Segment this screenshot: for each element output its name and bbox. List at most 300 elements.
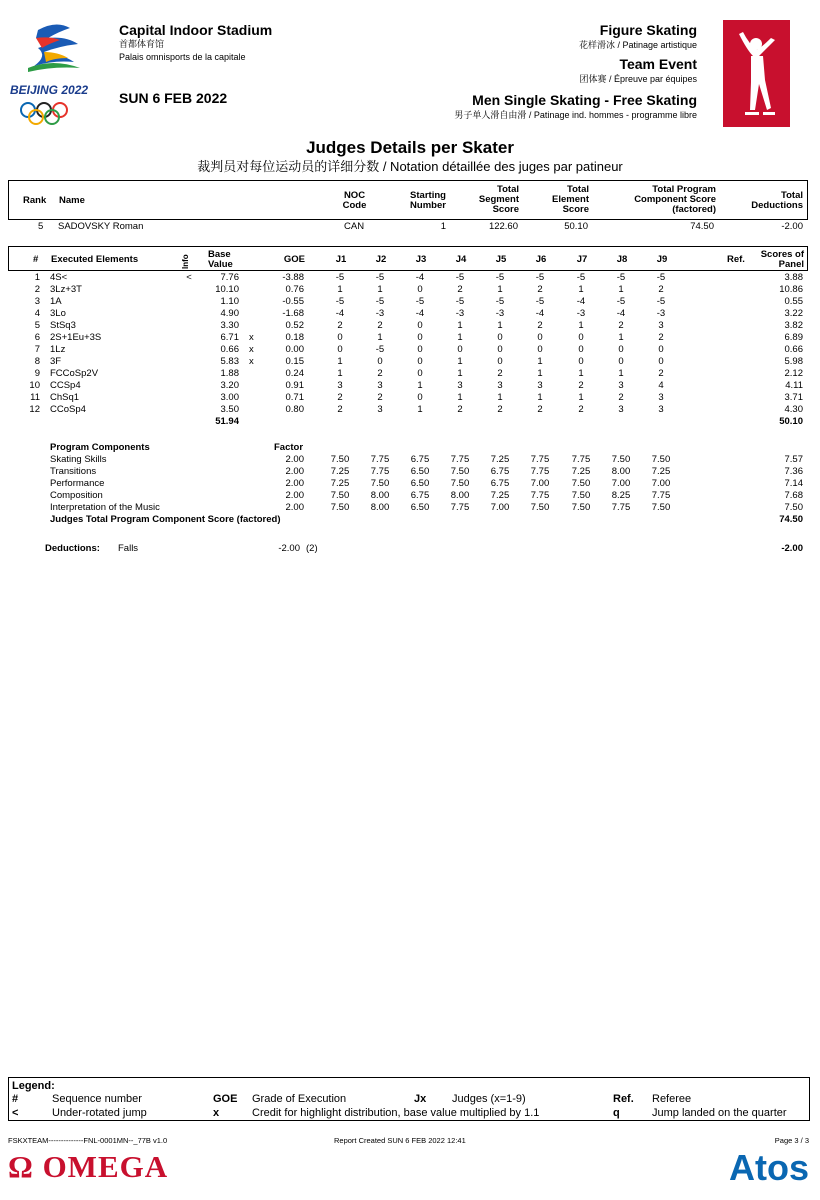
element-panel-score: 4.11 — [785, 380, 803, 391]
col-judge-4: J4 — [455, 254, 467, 265]
element-judge-3: 1 — [417, 380, 423, 391]
venue-name-zh: 首都体育馆 — [119, 39, 165, 49]
element-panel-score: 0.66 — [784, 344, 803, 355]
element-judge-9: 4 — [658, 380, 664, 391]
element-judge-6: -5 — [535, 272, 545, 283]
pc-judge-1: 7.25 — [330, 478, 350, 489]
pc-judge-3: 6.75 — [410, 454, 430, 465]
element-judge-5: 0 — [497, 344, 503, 355]
pc-judge-2: 7.50 — [370, 478, 390, 489]
element-judge-2: 3 — [377, 380, 383, 391]
pc-panel-score: 7.68 — [784, 490, 803, 501]
pc-name: Skating Skills — [50, 454, 107, 465]
table-row — [8, 284, 808, 296]
element-judge-5: -5 — [495, 272, 505, 283]
report-header — [0, 0, 820, 135]
element-judge-5: 0 — [497, 356, 503, 367]
element-judge-7: 1 — [578, 392, 584, 403]
pc-judge-3: 6.50 — [410, 466, 430, 477]
element-judge-4: 1 — [457, 368, 463, 379]
pc-judge-5: 7.25 — [490, 454, 510, 465]
element-panel-score: 3.82 — [784, 320, 803, 331]
element-number: 1 — [34, 272, 40, 283]
legend-key-bonus: x — [213, 1107, 220, 1119]
element-judge-8: 2 — [618, 392, 624, 403]
deduction-value: -2.00 — [278, 543, 300, 554]
element-code: StSq3 — [50, 320, 76, 331]
col-noc: NOC Code — [342, 190, 367, 211]
pc-judge-2: 7.75 — [370, 466, 390, 477]
element-goe: 0.91 — [285, 380, 304, 391]
element-judge-6: 0 — [537, 344, 543, 355]
element-code: CCoSp4 — [50, 404, 86, 415]
col-total-element-score: Total Element Score — [552, 184, 589, 215]
element-judge-5: -5 — [495, 296, 505, 307]
skater-summary-header — [8, 180, 808, 220]
element-judge-2: -5 — [375, 272, 385, 283]
table-row — [8, 296, 808, 308]
pc-judge-3: 6.50 — [410, 478, 430, 489]
element-goe: -1.68 — [282, 308, 304, 319]
element-judge-4: 1 — [457, 392, 463, 403]
element-judge-1: -5 — [335, 296, 345, 307]
element-judge-9: 2 — [658, 368, 664, 379]
pc-judge-5: 7.25 — [490, 490, 510, 501]
element-code: 3F — [50, 356, 62, 367]
element-judge-2: -5 — [375, 296, 385, 307]
element-judge-2: 0 — [377, 356, 383, 367]
element-bonus-marker: x — [249, 344, 254, 355]
element-code: 1A — [50, 296, 62, 307]
skater-summary-row — [8, 221, 808, 233]
element-base-value: 5.83 — [220, 356, 239, 367]
skater-total-deductions: -2.00 — [781, 221, 803, 232]
elements-total-row — [8, 416, 808, 428]
element-judge-8: 3 — [618, 404, 624, 415]
pc-judge-9: 7.25 — [651, 466, 671, 477]
element-judge-3: -4 — [415, 272, 425, 283]
element-judge-1: -4 — [335, 308, 345, 319]
program-components-rows — [8, 454, 808, 514]
element-judge-4: 0 — [457, 344, 463, 355]
venue-name: Capital Indoor Stadium — [119, 22, 273, 38]
element-judge-9: 3 — [658, 392, 664, 403]
element-judge-2: 2 — [377, 368, 383, 379]
pc-judge-6: 7.00 — [530, 478, 550, 489]
legend-box — [8, 1077, 810, 1121]
pc-panel-score: 7.57 — [784, 454, 803, 465]
logo-wordmark: BEIJING 2022 — [10, 83, 89, 97]
document-title: Judges Details per Skater — [306, 138, 514, 157]
col-scores-of-panel: Scores of Panel — [760, 249, 804, 270]
deductions-label: Deductions: — [45, 543, 100, 554]
element-info: < — [186, 272, 192, 283]
omega-logo: Ω OMEGA — [8, 1149, 169, 1184]
element-number: 12 — [29, 404, 40, 415]
pc-factor-label: Factor — [274, 442, 304, 453]
element-judge-6: 2 — [537, 284, 543, 295]
elements-table-body — [8, 272, 808, 416]
skater-rank: 5 — [38, 221, 44, 232]
element-judge-2: 3 — [377, 404, 383, 415]
report-created: Report Created SUN 6 FEB 2022 12:41 — [334, 1136, 466, 1145]
deductions-row — [8, 543, 808, 555]
table-row — [8, 332, 808, 344]
element-judge-7: 1 — [578, 320, 584, 331]
pc-judge-4: 7.75 — [450, 502, 470, 513]
table-row — [8, 368, 808, 380]
pc-judge-1: 7.50 — [330, 454, 350, 465]
element-judge-9: 0 — [658, 356, 664, 367]
col-judge-7: J7 — [576, 254, 588, 265]
total-base-value: 51.94 — [215, 416, 239, 427]
element-judge-2: 2 — [377, 392, 383, 403]
legend-val-bonus: Credit for highlight distribution, base value multiplied by 1.1 — [252, 1107, 540, 1119]
pc-row — [8, 454, 808, 466]
pc-judge-3: 6.50 — [410, 502, 430, 513]
legend-val-number: Sequence number — [52, 1093, 142, 1105]
element-judge-6: 1 — [537, 392, 543, 403]
element-judge-4: 1 — [457, 320, 463, 331]
pc-judge-8: 8.00 — [611, 466, 631, 477]
program-components-header — [8, 442, 808, 454]
deduction-count: (2) — [306, 543, 318, 554]
element-base-value: 3.50 — [220, 404, 239, 415]
element-judge-8: 1 — [618, 284, 624, 295]
element-goe: 0.00 — [285, 344, 304, 355]
element-judge-1: 2 — [337, 404, 343, 415]
col-total-segment-score: Total Segment Score — [478, 184, 519, 215]
element-judge-7: 2 — [578, 404, 584, 415]
pc-name: Composition — [50, 490, 103, 501]
element-code: 3Lz+3T — [50, 284, 82, 295]
element-judge-7: 2 — [578, 380, 584, 391]
pc-panel-score: 7.36 — [784, 466, 803, 477]
skater-total-pcs: 74.50 — [690, 221, 714, 232]
page-number: Page 3 / 3 — [774, 1136, 809, 1145]
element-judge-3: -4 — [415, 308, 425, 319]
element-judge-4: 2 — [457, 284, 463, 295]
table-row — [8, 344, 808, 356]
element-base-value: 1.88 — [220, 368, 239, 379]
pc-row — [8, 490, 808, 502]
element-judge-6: 0 — [537, 332, 543, 343]
col-base-value: Base Value — [208, 249, 233, 270]
element-judge-3: 0 — [417, 368, 423, 379]
element-code: CCSp4 — [50, 380, 81, 391]
element-judge-4: 2 — [457, 404, 463, 415]
pc-judge-9: 7.00 — [651, 478, 671, 489]
element-judge-3: 1 — [417, 404, 423, 415]
table-row — [8, 320, 808, 332]
pc-judge-9: 7.50 — [651, 502, 671, 513]
element-panel-score: 0.55 — [784, 296, 803, 307]
element-base-value: 6.71 — [220, 332, 239, 343]
pc-judge-8: 8.25 — [611, 490, 631, 501]
pc-panel-score: 7.50 — [784, 502, 803, 513]
element-base-value: 10.10 — [215, 284, 239, 295]
pc-judge-5: 7.00 — [490, 502, 510, 513]
element-judge-8: 0 — [618, 344, 624, 355]
col-referee: Ref. — [727, 254, 745, 265]
element-number: 9 — [34, 368, 40, 379]
col-name: Name — [59, 195, 85, 206]
element-judge-3: 0 — [417, 344, 423, 355]
page-footer — [0, 1136, 820, 1200]
pc-judge-7: 7.50 — [571, 502, 591, 513]
element-judge-6: -5 — [535, 296, 545, 307]
table-row — [8, 404, 808, 416]
element-judge-1: 3 — [337, 380, 343, 391]
element-panel-score: 4.30 — [784, 404, 803, 415]
pc-judge-2: 8.00 — [370, 502, 390, 513]
sport-subtitle: 花样滑冰 / Patinage artistique — [578, 40, 697, 50]
table-row — [8, 308, 808, 320]
atos-logo: Atos — [729, 1147, 809, 1188]
pc-judge-7: 7.75 — [571, 454, 591, 465]
element-judge-4: -3 — [455, 308, 465, 319]
element-base-value: 4.90 — [220, 308, 239, 319]
table-row — [8, 380, 808, 392]
pc-judge-4: 7.50 — [450, 478, 470, 489]
event-subtitle: 团体赛 / Épreuve par équipes — [579, 74, 697, 84]
element-judge-9: 3 — [658, 404, 664, 415]
element-panel-score: 3.88 — [784, 272, 803, 283]
element-judge-8: 1 — [618, 368, 624, 379]
pc-judge-2: 8.00 — [370, 490, 390, 501]
legend-val-judges: Judges (x=1-9) — [452, 1093, 526, 1105]
element-number: 8 — [34, 356, 40, 367]
element-judge-4: 1 — [457, 356, 463, 367]
col-info: Info — [181, 254, 190, 269]
element-number: 4 — [34, 308, 40, 319]
element-number: 5 — [34, 320, 40, 331]
pc-factor: 2.00 — [285, 502, 304, 513]
element-base-value: 3.20 — [220, 380, 239, 391]
element-judge-3: 0 — [417, 320, 423, 331]
element-judge-1: 0 — [337, 344, 343, 355]
document-code: FSKXTEAM--------------FNL-0001MN--_77B v1.0 — [8, 1136, 168, 1145]
element-number: 3 — [34, 296, 40, 307]
element-judge-6: 1 — [537, 356, 543, 367]
venue-block — [119, 22, 272, 64]
element-judge-1: 2 — [337, 392, 343, 403]
element-judge-7: 0 — [578, 332, 584, 343]
pc-total-row — [8, 514, 808, 526]
element-judge-3: 0 — [417, 332, 423, 343]
element-judge-7: -5 — [576, 272, 586, 283]
col-rank: Rank — [23, 195, 47, 206]
element-number: 11 — [30, 392, 40, 403]
pc-factor: 2.00 — [285, 454, 304, 465]
element-code: FCCoSp2V — [50, 368, 99, 379]
element-judge-7: 0 — [578, 344, 584, 355]
element-judge-7: 1 — [578, 368, 584, 379]
element-judge-3: 0 — [417, 392, 423, 403]
element-goe: -3.88 — [282, 272, 304, 283]
element-judge-8: 1 — [618, 332, 624, 343]
pc-judge-2: 7.75 — [370, 454, 390, 465]
pc-name: Performance — [50, 478, 105, 489]
element-judge-7: -4 — [576, 296, 586, 307]
skater-noc: CAN — [344, 221, 365, 232]
element-judge-8: -5 — [616, 272, 626, 283]
element-goe: -0.55 — [282, 296, 304, 307]
skater-name: SADOVSKY Roman — [58, 221, 144, 232]
element-judge-5: 1 — [497, 392, 503, 403]
element-judge-9: 0 — [658, 344, 664, 355]
element-judge-3: -5 — [415, 296, 425, 307]
element-judge-9: 2 — [658, 332, 664, 343]
element-judge-1: 1 — [337, 284, 343, 295]
element-number: 2 — [34, 284, 40, 295]
pc-row — [8, 478, 808, 490]
col-judge-6: J6 — [535, 254, 547, 265]
element-judge-1: 1 — [337, 368, 343, 379]
col-starting-number: Starting Number — [410, 190, 446, 211]
element-base-value: 0.66 — [220, 344, 239, 355]
pc-judge-8: 7.00 — [611, 478, 631, 489]
element-base-value: 7.76 — [220, 272, 239, 283]
pc-judge-6: 7.75 — [530, 466, 550, 477]
pc-judge-7: 7.50 — [571, 478, 591, 489]
pc-judge-8: 7.50 — [611, 454, 631, 465]
pc-factor: 2.00 — [285, 466, 304, 477]
element-judge-6: -4 — [535, 308, 545, 319]
element-judge-5: 2 — [497, 404, 503, 415]
event-info — [454, 22, 697, 122]
element-judge-4: -5 — [455, 272, 465, 283]
element-judge-9: 3 — [658, 320, 664, 331]
deduction-total: -2.00 — [781, 543, 803, 554]
element-judge-5: 3 — [497, 380, 503, 391]
element-judge-6: 2 — [537, 404, 543, 415]
element-judge-7: -3 — [576, 308, 586, 319]
element-judge-2: -5 — [375, 344, 385, 355]
legend-key-number: # — [12, 1093, 19, 1105]
element-judge-9: 2 — [658, 284, 664, 295]
sport-name: Figure Skating — [599, 22, 697, 38]
pc-factor: 2.00 — [285, 490, 304, 501]
element-judge-2: 2 — [377, 320, 383, 331]
venue-name-fr: Palais omnisports de la capitale — [119, 52, 246, 62]
element-code: 4S< — [50, 272, 68, 283]
element-judge-1: -5 — [335, 272, 345, 283]
table-row — [8, 272, 808, 284]
element-goe: 0.18 — [285, 332, 304, 343]
pc-judge-6: 7.75 — [530, 490, 550, 501]
element-judge-5: 1 — [497, 320, 503, 331]
pc-panel-score: 7.14 — [784, 478, 803, 489]
element-judge-8: -4 — [616, 308, 626, 319]
title-block — [0, 138, 820, 175]
pc-name: Transitions — [50, 466, 97, 477]
col-total-deductions: Total Deductions — [751, 190, 803, 211]
program-components-table — [8, 442, 808, 526]
element-judge-6: 1 — [537, 368, 543, 379]
element-panel-score: 3.22 — [784, 308, 803, 319]
element-panel-score: 10.86 — [779, 284, 803, 295]
element-judge-8: 2 — [618, 320, 624, 331]
element-judge-8: 0 — [618, 356, 624, 367]
legend-key-referee: Ref. — [613, 1093, 634, 1105]
col-goe: GOE — [283, 254, 305, 265]
pc-judge-3: 6.75 — [410, 490, 430, 501]
element-judge-1: 0 — [337, 332, 343, 343]
element-base-value: 3.00 — [220, 392, 239, 403]
element-bonus-marker: x — [249, 332, 254, 343]
event-name: Team Event — [619, 56, 697, 72]
col-judge-8: J8 — [616, 254, 628, 265]
legend-key-quarter: q — [613, 1107, 620, 1119]
element-goe: 0.52 — [285, 320, 304, 331]
table-row — [8, 356, 808, 368]
element-judge-7: 1 — [578, 284, 584, 295]
element-judge-7: 0 — [578, 356, 584, 367]
beijing-2022-emblem — [8, 18, 103, 128]
segment-name: Men Single Skating - Free Skating — [472, 92, 697, 108]
col-number: # — [33, 254, 39, 265]
element-base-value: 3.30 — [220, 320, 239, 331]
element-bonus-marker: x — [249, 356, 254, 367]
document-subtitle: 裁判员对每位运动员的详细分数 / Notation détaillée des juges par patineur — [197, 159, 623, 174]
legend-val-quarter: Jump landed on the quarter — [652, 1107, 787, 1119]
element-judge-1: 2 — [337, 320, 343, 331]
element-code: 1Lz — [50, 344, 66, 355]
col-judge-2: J2 — [375, 254, 387, 265]
legend-key-under-rotated: < — [12, 1107, 19, 1119]
element-judge-5: -3 — [495, 308, 505, 319]
element-judge-5: 2 — [497, 368, 503, 379]
element-goe: 0.80 — [285, 404, 304, 415]
pc-factor: 2.00 — [285, 478, 304, 489]
element-judge-4: 1 — [457, 332, 463, 343]
pc-judge-4: 8.00 — [450, 490, 470, 501]
col-judge-5: J5 — [495, 254, 507, 265]
pc-judge-5: 6.75 — [490, 478, 510, 489]
pc-header-label: Program Components — [50, 442, 150, 453]
segment-subtitle: 男子单人滑自由滑 / Patinage ind. hommes - programme libre — [454, 110, 697, 120]
pc-total-value: 74.50 — [779, 514, 803, 525]
element-judge-4: 3 — [457, 380, 463, 391]
element-judge-8: -5 — [616, 296, 626, 307]
pc-judge-4: 7.50 — [450, 466, 470, 477]
col-judge-3: J3 — [415, 254, 427, 265]
element-judge-2: 1 — [377, 284, 383, 295]
legend-key-judges: Jx — [414, 1093, 427, 1105]
element-number: 10 — [29, 380, 40, 391]
event-date: SUN 6 FEB 2022 — [119, 90, 228, 106]
pc-row — [8, 466, 808, 478]
element-judge-8: 3 — [618, 380, 624, 391]
element-code: 2S+1Eu+3S — [50, 332, 102, 343]
element-goe: 0.71 — [285, 392, 304, 403]
pc-judge-9: 7.50 — [651, 454, 671, 465]
pc-judge-1: 7.25 — [330, 466, 350, 477]
element-judge-5: 1 — [497, 284, 503, 295]
element-judge-3: 0 — [417, 284, 423, 295]
element-judge-9: -5 — [656, 272, 666, 283]
legend-key-goe: GOE — [213, 1093, 238, 1105]
pc-judge-7: 7.25 — [571, 466, 591, 477]
element-judge-6: 2 — [537, 320, 543, 331]
element-judge-1: 1 — [337, 356, 343, 367]
element-judge-9: -3 — [656, 308, 666, 319]
pc-total-label: Judges Total Program Component Score (factored) — [50, 514, 281, 525]
pc-judge-1: 7.50 — [330, 490, 350, 501]
pc-judge-6: 7.50 — [530, 502, 550, 513]
col-executed-elements: Executed Elements — [51, 254, 139, 265]
